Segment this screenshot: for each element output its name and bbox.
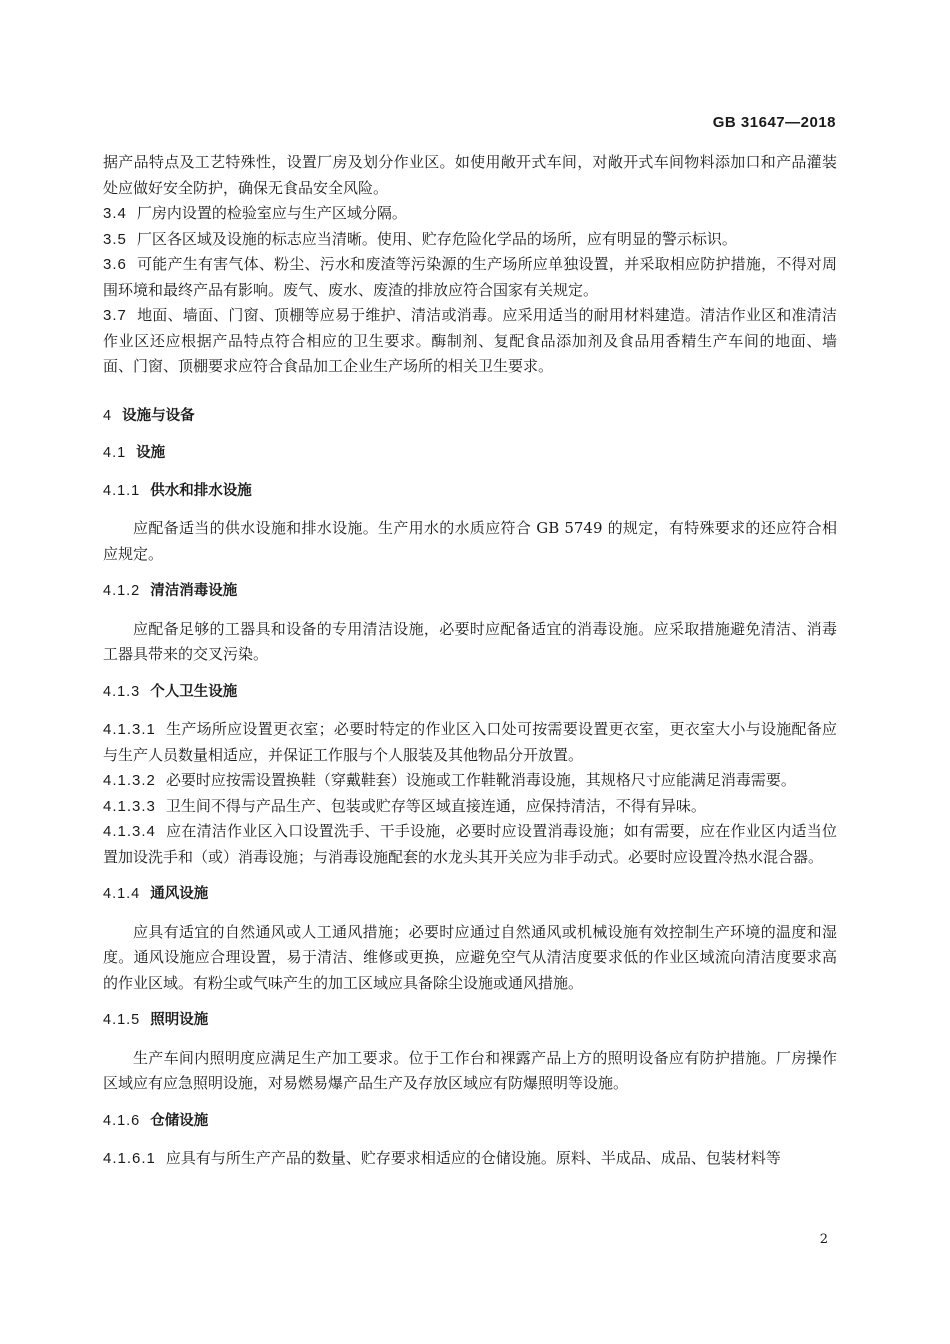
paragraph-text: 生产场所应设置更衣室；必要时特定的作业区入口处可按需要设置更衣室，更衣室大小与设施配备应与生产人员数量相适应，并保证工作服与个人服装及其他物品分开放置。 xyxy=(103,720,837,764)
clause-paragraph xyxy=(103,1146,837,1172)
clause-number: 3.5 xyxy=(103,230,127,248)
paragraph-text: 应具有适宜的自然通风或人工通风措施；必要时应通过自然通风或机械设施有效控制生产环境的温度和湿度。通风设施应合理设置，易于清洁、维修或更换，应避免空气从清洁度要求低的作业区域流向清洁度要求高的作业区域。有粉尘或气味产生的加工区域应具备除尘设施或通风措施。 xyxy=(103,922,837,992)
standard-code: GB 31647—2018 xyxy=(712,114,836,131)
clause-number: 3.4 xyxy=(103,205,127,222)
clause-paragraph xyxy=(103,252,837,303)
clause-number: 3.7 xyxy=(103,307,127,324)
section-heading xyxy=(103,404,837,430)
section-heading xyxy=(103,1008,837,1034)
section-heading xyxy=(103,441,837,467)
heading-text: 供水和排水设施 xyxy=(150,482,252,499)
heading-text: 个人卫生设施 xyxy=(150,683,238,700)
paragraph-text: 地面、墙面、门窗、顶棚等应易于维护、清洁或消毒。应采用适当的耐用材料建造。清洁作业区和准清洁作业区还应根据产品特点符合相应的卫生要求。酶制剂、复配食品添加剂及食品用香精生产车间的地面、墙面、门窗、顶棚要求应符合食品加工企业生产场所的相关卫生要求。 xyxy=(103,306,837,375)
clause-paragraph xyxy=(103,819,837,870)
paragraph-text: 据产品特点及工艺特殊性，设置厂房及划分作业区。如使用敞开式车间，对敞开式车间物料添加口和产品灌装处应做好安全防护，确保无食品安全风险。 xyxy=(103,153,837,197)
clause-paragraph xyxy=(103,303,837,380)
clause-number: 4.1.1 xyxy=(103,482,141,499)
heading-text: 设施与设备 xyxy=(122,407,195,424)
heading-text: 清洁消毒设施 xyxy=(150,583,238,599)
paragraph-text: 应配备适当的供水设施和排水设施。生产用水的水质应符合 GB 5749 的规定，有特殊要求的还应符合相应规定。 xyxy=(103,519,837,563)
clause-paragraph xyxy=(103,717,837,768)
paragraph-text: 应具有与所生产产品的数量、贮存要求相适应的仓储设施。原料、半成品、成品、包装材料等 xyxy=(165,1149,781,1167)
clause-number: 4.1.3.1 xyxy=(103,721,156,738)
clause-paragraph xyxy=(103,794,837,820)
clause-number: 4.1.3.2 xyxy=(103,772,156,789)
clause-number: 4.1.6 xyxy=(103,1112,141,1129)
section-heading xyxy=(103,479,837,505)
body-paragraph xyxy=(103,150,837,201)
paragraph-text: 可能产生有害气体、粉尘、污水和废渣等污染源的生产场所应单独设置，并采取相应防护措施，不得对周围环境和最终产品有影响。废气、废水、废渣的排放应符合国家有关规定。 xyxy=(103,255,837,299)
heading-text: 照明设施 xyxy=(150,1012,209,1028)
section-heading xyxy=(103,1109,837,1135)
paragraph-text: 厂区各区域及设施的标志应当清晰。使用、贮存危险化学品的场所，应有明显的警示标识。 xyxy=(136,229,737,248)
clause-number: 4.1.5 xyxy=(103,1012,141,1028)
section-heading xyxy=(103,680,837,706)
clause-number: 4.1.3 xyxy=(103,683,141,700)
paragraph-text: 生产车间内照明度应满足生产加工要求。位于工作台和裸露产品上方的照明设备应有防护措施。厂房操作区域应有应急照明设施，对易燃易爆产品生产及存放区域应有防爆照明等设施。 xyxy=(103,1048,837,1092)
section-heading xyxy=(103,882,837,908)
paragraph-text: 卫生间不得与产品生产、包装或贮存等区域直接连通，应保持清洁，不得有异味。 xyxy=(165,796,706,815)
page-number: 2 xyxy=(819,1232,828,1247)
paragraph-text: 必要时应按需设置换鞋（穿戴鞋套）设施或工作鞋靴消毒设施，其规格尺寸应能满足消毒需要。 xyxy=(165,771,796,789)
clause-paragraph xyxy=(103,768,837,794)
body-paragraph xyxy=(103,516,837,567)
paragraph-text: 应配备足够的工器具和设备的专用清洁设施，必要时应配备适宜的消毒设施。应采取措施避免清洁、消毒工器具带来的交叉污染。 xyxy=(103,619,837,663)
clause-number: 4.1.4 xyxy=(103,886,141,902)
clause-number: 4.1.3.3 xyxy=(103,797,156,815)
clause-paragraph xyxy=(103,201,837,227)
paragraph-text: 应在清洁作业区入口设置洗手、干手设施，必要时应设置消毒设施；如有需要，应在作业区内适当位置加设洗手和（或）消毒设施；与消毒设施配套的水龙头其开关应为非手动式。必要时应设置冷热水混合器。 xyxy=(103,822,837,866)
clause-paragraph xyxy=(103,227,837,253)
document-body xyxy=(103,150,837,1172)
clause-number: 4.1.3.4 xyxy=(103,823,156,840)
body-paragraph xyxy=(103,920,837,997)
clause-number: 4.1 xyxy=(103,445,127,461)
heading-text: 仓储设施 xyxy=(150,1112,209,1129)
heading-text: 通风设施 xyxy=(150,886,209,902)
paragraph-text: 厂房内设置的检验室应与生产区域分隔。 xyxy=(136,204,407,222)
clause-number: 4.1.2 xyxy=(103,583,141,599)
clause-number: 4 xyxy=(103,407,113,424)
section-heading xyxy=(103,579,837,605)
body-paragraph xyxy=(103,1046,837,1097)
heading-text: 设施 xyxy=(136,445,166,461)
body-paragraph xyxy=(103,617,837,668)
clause-number: 3.6 xyxy=(103,256,127,273)
clause-number: 4.1.6.1 xyxy=(103,1150,156,1167)
